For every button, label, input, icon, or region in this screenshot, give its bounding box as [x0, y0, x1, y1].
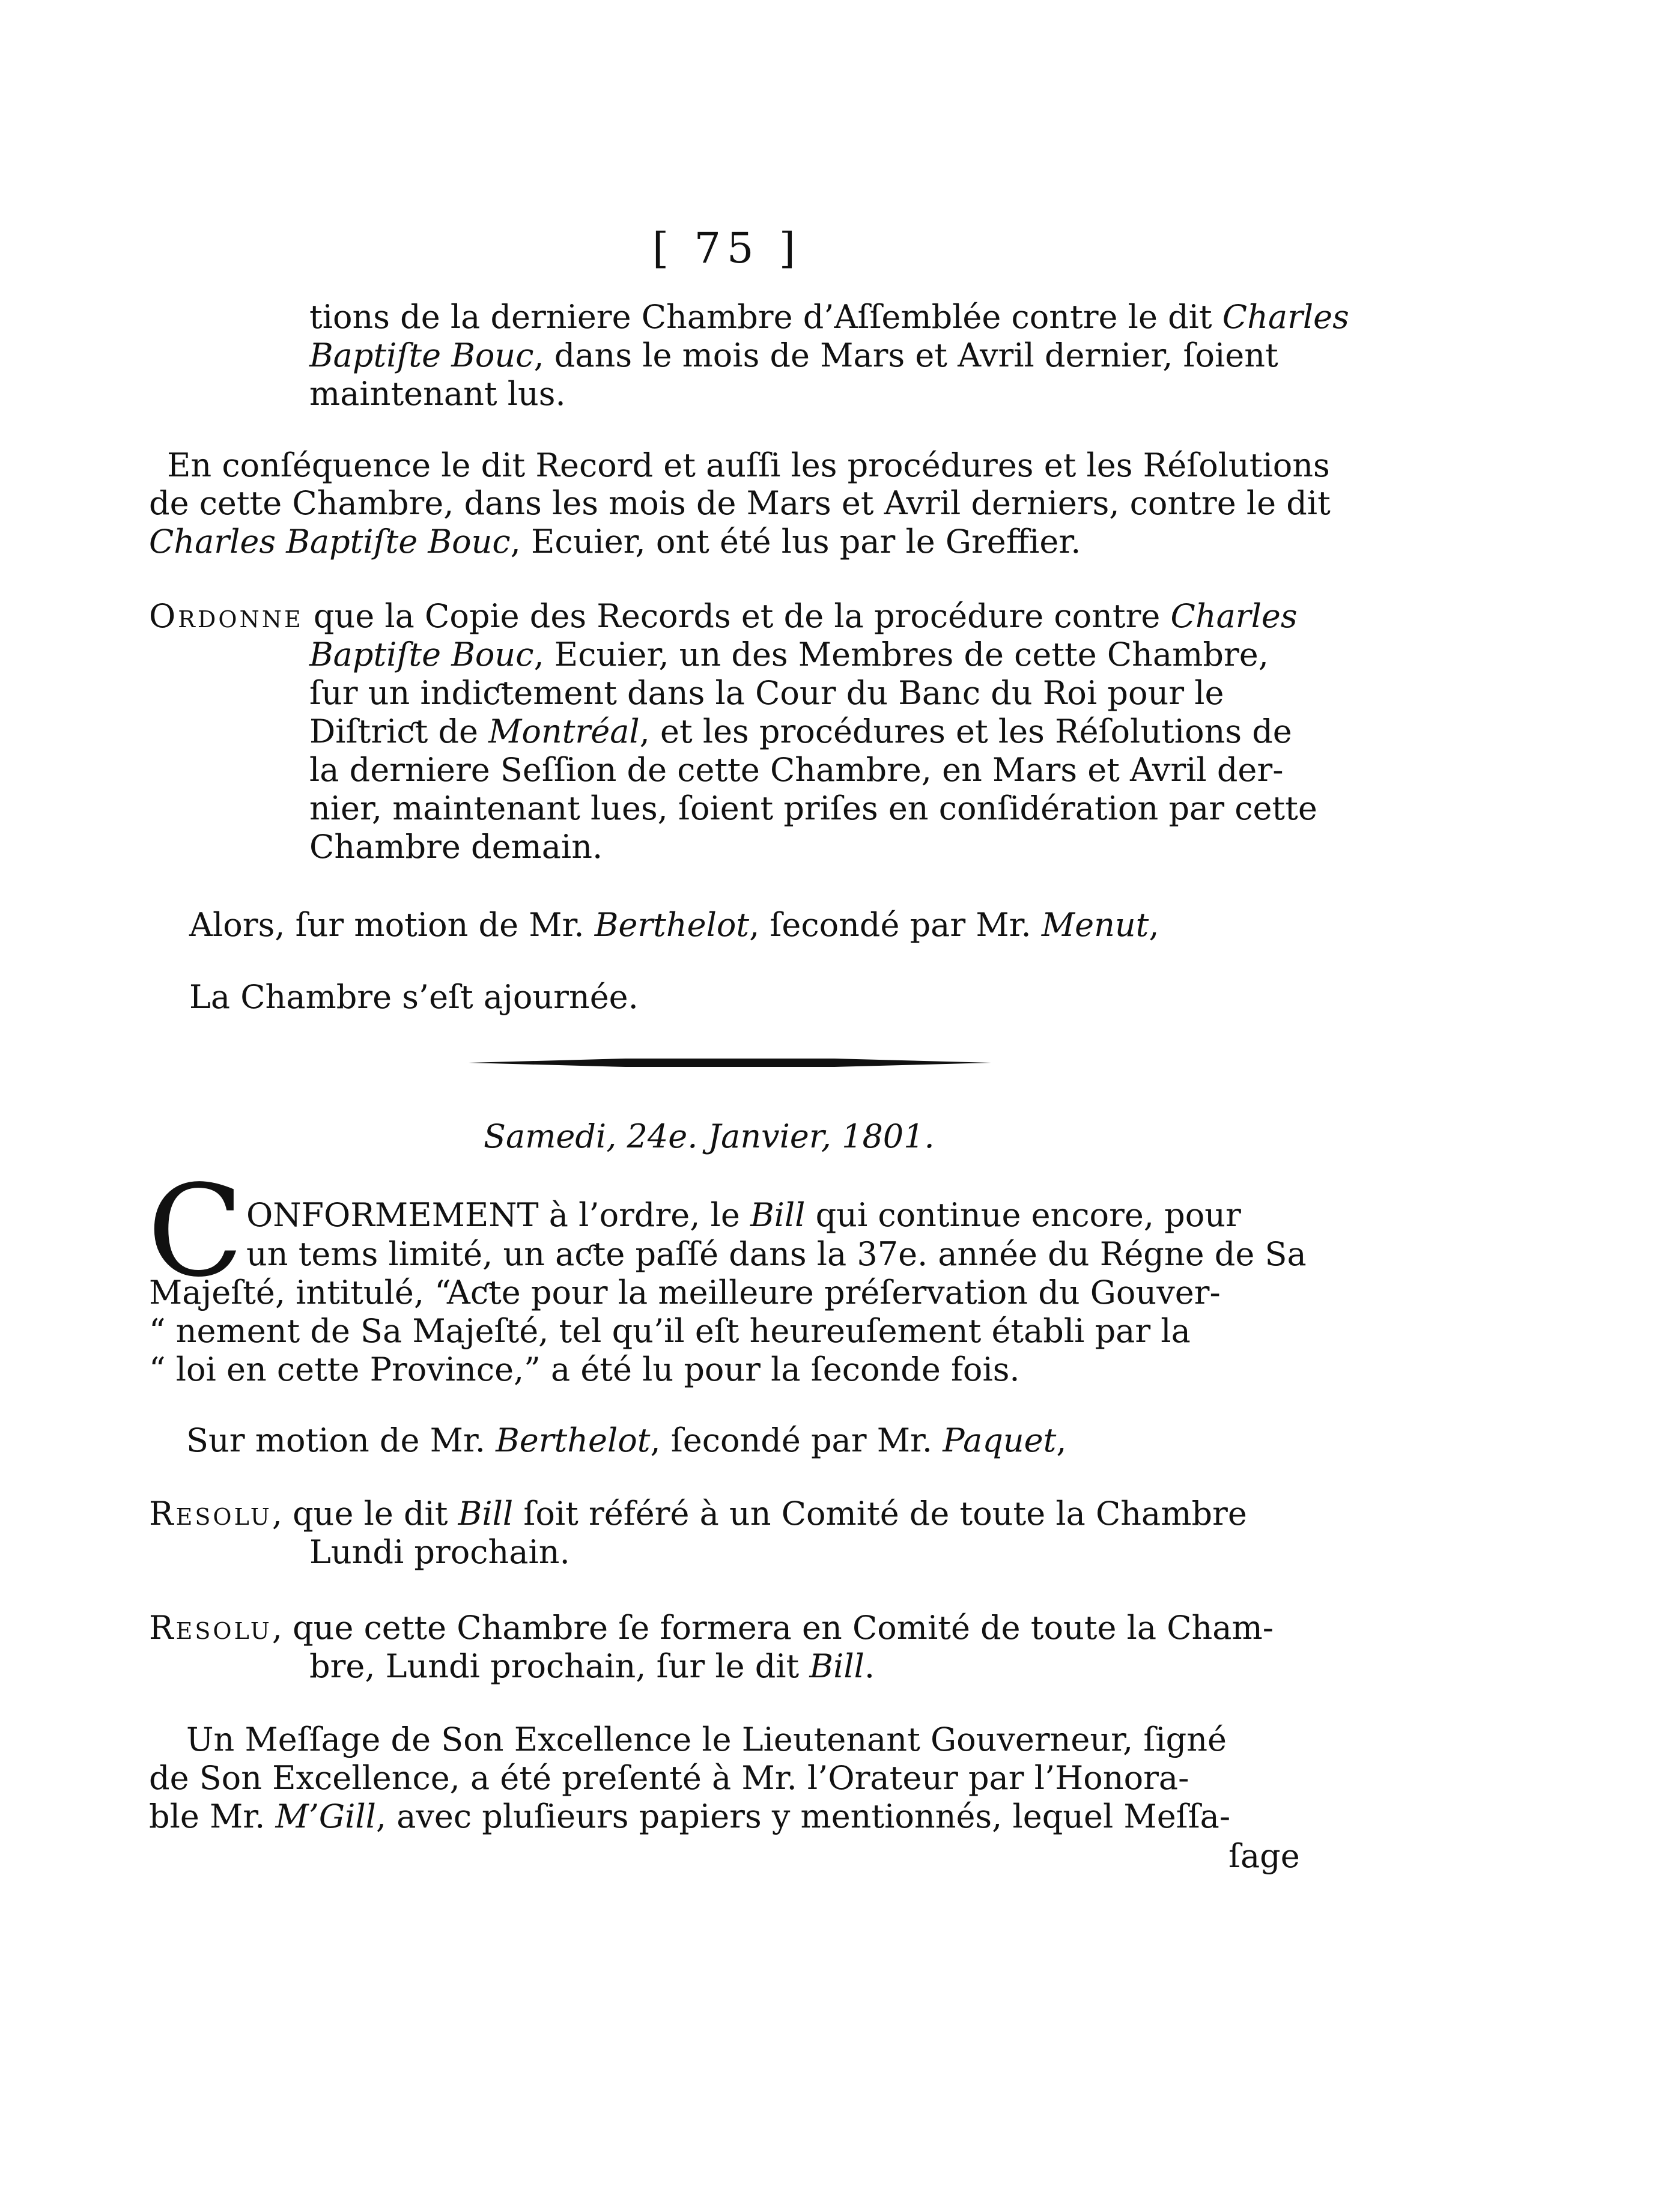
text-line	[186, 1722, 1227, 1758]
italic-name: Baptiſte Bouc	[309, 636, 534, 673]
italic-name: Menut	[1041, 906, 1149, 944]
text-run: “ loi en cette Province,” a été lu pour la ſeconde fois.	[149, 1351, 1020, 1388]
text-line	[309, 1648, 875, 1685]
text-run: maintenant lus.	[309, 375, 566, 413]
section-divider	[469, 1059, 991, 1067]
text-line	[246, 1236, 1307, 1272]
text-run: , avec pluſieurs papiers y mentionnés, lequel Meſſa-	[375, 1797, 1231, 1835]
text-run: , ſecondé par Mr.	[650, 1421, 943, 1459]
text-line	[149, 598, 1298, 634]
text-run: ſoit référé à un Comité de toute la Chambre	[513, 1495, 1247, 1533]
text-line	[189, 979, 639, 1015]
italic-name: Bill	[750, 1196, 806, 1234]
paragraph-heading: Ordonne	[149, 597, 303, 635]
text-run: , Ecuier, un des Membres de cette Chambre,	[533, 636, 1269, 673]
text-run: , que cette Chambre ſe formera en Comité de toute la Cham-	[272, 1609, 1274, 1647]
text-line	[309, 675, 1224, 711]
italic-name: Charles	[1170, 597, 1298, 635]
catchword: ſage	[1228, 1837, 1300, 1875]
text-line	[167, 448, 1330, 484]
text-run: de Son Excellence, a été preſenté à Mr. l’Orateur par l’Honora-	[149, 1759, 1189, 1797]
text-run: un tems limité, un aƈte paſſé dans la 37e. année du Régne de Sa	[246, 1235, 1307, 1273]
text-run: tions de la derniere Chambre d’Aſſemblée contre le dit	[309, 298, 1222, 336]
paragraph-heading: Resolu	[149, 1609, 272, 1647]
italic-name: Bill	[809, 1647, 864, 1685]
italic-name: Paquet	[943, 1421, 1057, 1459]
text-run: bre, Lundi prochain, ſur le dit	[309, 1647, 810, 1685]
text-line	[149, 1352, 1020, 1388]
text-line	[309, 791, 1317, 827]
text-line	[149, 1496, 1247, 1532]
text-run: ſur un indiƈtement dans la Cour du Banc du Roi pour le	[309, 674, 1224, 712]
text-run: “ nement de Sa Majeſté, tel qu’il eſt heureuſement établi par la	[149, 1312, 1191, 1350]
text-line	[149, 1760, 1189, 1796]
text-line	[149, 524, 1081, 560]
italic-name: Berthelot	[496, 1421, 651, 1459]
paragraph-heading: Resolu	[149, 1495, 272, 1533]
text-run: de cette Chambre, dans les mois de Mars et Avril derniers, contre le dit	[149, 484, 1331, 522]
italic-name: Baptiſte Bouc	[309, 336, 534, 374]
italic-name: M’Gill	[275, 1797, 376, 1835]
text-run: ONFORMEMENT à l’ordre, le	[246, 1196, 750, 1234]
text-line	[309, 829, 603, 865]
text-line	[309, 752, 1283, 788]
text-run: que la Copie des Records et de la procédure contre	[303, 597, 1171, 635]
text-run: ble Mr.	[149, 1797, 276, 1835]
text-run: , Ecuier, ont été lus par le Greffier.	[510, 523, 1081, 561]
text-line	[309, 637, 1269, 673]
text-line	[186, 1423, 1067, 1459]
text-line	[189, 907, 1159, 943]
italic-name: Montréal	[488, 713, 640, 750]
text-line	[309, 714, 1292, 750]
text-line	[149, 485, 1331, 521]
text-run: Un Meſſage de Son Excellence le Lieutenant Gouverneur, ſigné	[186, 1721, 1227, 1758]
text-line	[309, 376, 566, 412]
text-run: Alors, ſur motion de Mr.	[189, 906, 595, 944]
text-run: , que le dit	[272, 1495, 458, 1533]
text-run: , ſecondé par Mr.	[749, 906, 1042, 944]
drop-cap: C	[147, 1158, 244, 1305]
italic-name: Charles Baptiſte Bouc	[149, 523, 511, 561]
text-line	[149, 1610, 1274, 1646]
text-run: La Chambre s’eſt ajournée.	[189, 978, 639, 1016]
text-line	[309, 299, 1349, 335]
text-run: , et les procédures et les Réſolutions de	[639, 713, 1292, 750]
text-run: Diſtriƈt de	[309, 713, 489, 750]
italic-name: Berthelot	[594, 906, 750, 944]
text-line	[246, 1197, 1241, 1233]
text-run: Majeſté, intitulé, “Aƈte pour la meilleure préſervation du Gouver-	[149, 1274, 1221, 1311]
text-line	[149, 1275, 1221, 1311]
italic-name: Charles	[1222, 298, 1349, 336]
italic-name: Bill	[458, 1495, 514, 1533]
text-run: ,	[1149, 906, 1159, 944]
text-run: , dans le mois de Mars et Avril dernier, ſoient	[533, 336, 1278, 374]
text-run: qui continue encore, pour	[805, 1196, 1241, 1234]
text-run: la derniere Seſſion de cette Chambre, en Mars et Avril der-	[309, 751, 1284, 789]
text-line	[149, 1799, 1230, 1835]
text-run: ,	[1056, 1421, 1067, 1459]
text-run: Sur motion de Mr.	[186, 1421, 496, 1459]
text-run: .	[864, 1647, 875, 1685]
section-date-heading: Samedi, 24e. Janvier, 1801.	[484, 1117, 935, 1155]
text-run: nier, maintenant lues, ſoient priſes en conſidération par cette	[309, 789, 1317, 827]
text-run: En conſéquence le dit Record et auſſi les procédures et les Réſolutions	[167, 446, 1330, 484]
text-run: Chambre demain.	[309, 828, 603, 866]
text-run: Lundi prochain.	[309, 1533, 570, 1571]
text-line	[309, 338, 1278, 374]
text-line	[309, 1534, 570, 1570]
page-number: [ 75 ]	[652, 223, 802, 273]
text-line	[149, 1313, 1191, 1349]
